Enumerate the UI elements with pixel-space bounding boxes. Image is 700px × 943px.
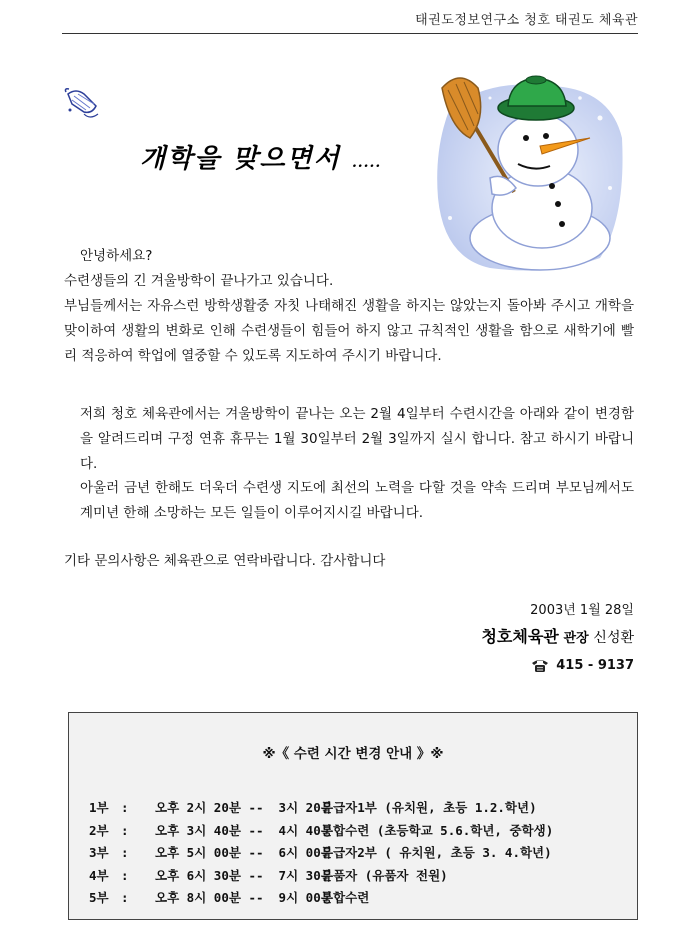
header-divider xyxy=(62,33,638,34)
paragraph-4: 기타 문의사항은 체육관으로 연락바랍니다. 감사합니다 xyxy=(64,553,386,569)
schedule-desc: 통합수련 xyxy=(321,890,370,905)
letter-date: 2003년 1월 28일 xyxy=(530,603,634,618)
schedule-part: 3부 xyxy=(89,845,109,860)
phone-line xyxy=(530,657,634,673)
schedule-row xyxy=(89,820,553,843)
org-role: 관장 xyxy=(563,631,589,646)
intro-line: 수련생들의 긴 겨울방학이 끝나가고 있습니다. xyxy=(64,273,334,289)
header-title: 태권도정보연구소 청호 태권도 체육관 xyxy=(415,13,638,28)
paper-doodle-icon xyxy=(62,84,104,122)
schedule-notice-box xyxy=(68,712,638,920)
letter-paragraph-3 xyxy=(64,476,634,526)
schedule-row xyxy=(89,865,553,888)
schedule-part: 2부 xyxy=(89,822,109,838)
schedule-time: 오후 2시 20분 -- 3시 20분 xyxy=(155,800,333,815)
schedule-colon: : xyxy=(121,890,129,905)
greeting: 안녕하세요? xyxy=(80,248,153,264)
paragraph-1: 부님들께서는 자유스런 방학생활중 자칫 나태해진 생활을 하지는 않았는지 돌아봐 주시고 개학을 맞이하여 생활의 변화로 인해 수련생들이 힘들어 하지 않고 규칙적인 생활을 함으로 새학기에 빨리 적응하여 학업에 열중할 수 있도록 지도하여 주시기 바랍니다. xyxy=(64,298,634,364)
schedule-table xyxy=(89,797,553,910)
schedule-colon: : xyxy=(121,822,129,838)
schedule-desc: 유급자1부 (유치원, 초등 1.2.학년) xyxy=(321,800,537,815)
schedule-desc: 유품자 (유품자 전원) xyxy=(321,867,448,883)
schedule-row xyxy=(89,887,553,910)
letter-paragraph-4 xyxy=(64,549,634,574)
schedule-time: 오후 6시 30분 -- 7시 30분 xyxy=(155,867,333,883)
schedule-desc: 통합수련 (초등학교 5.6.학년, 중학생) xyxy=(321,822,554,838)
schedule-time: 오후 8시 00분 -- 9시 00분 xyxy=(155,890,333,905)
org-name: 청호체육관 xyxy=(481,627,559,646)
schedule-time: 오후 3시 40분 -- 4시 40분 xyxy=(155,822,333,838)
letter-paragraph-2 xyxy=(64,402,634,477)
schedule-part: 1부 xyxy=(89,800,109,815)
schedule-row xyxy=(89,842,553,865)
schedule-part: 4부 xyxy=(89,867,109,883)
schedule-part: 5부 xyxy=(89,890,109,905)
schedule-colon: : xyxy=(121,800,129,815)
title-main: 개학을 맞으면서 xyxy=(140,144,341,174)
schedule-time: 오후 5시 00분 -- 6시 00분 xyxy=(155,845,333,860)
title-dots: ..... xyxy=(351,155,382,171)
schedule-row xyxy=(89,797,553,820)
notice-title: ※《 수련 시간 변경 안내 》※ xyxy=(262,746,444,762)
paragraph-2: 저희 청호 체육관에서는 겨울방학이 끝나는 오는 2월 4일부터 수련시간을 아래와 같이 변경함을 알려드리며 구정 연휴 휴무는 1월 30일부터 2월 3일까지 실시 합니다. 참고 하시기 바랍니다. xyxy=(80,406,634,472)
schedule-desc: 유급자2부 ( 유치원, 초등 3. 4.학년) xyxy=(321,845,552,860)
schedule-colon: : xyxy=(121,845,129,860)
paragraph-3: 아울러 금년 한해도 더욱더 수련생 지도에 최선의 노력을 다할 것을 약속 드리며 부모님께서도 계미년 한해 소망하는 모든 일들이 이루어지시길 바랍니다. xyxy=(80,480,634,521)
signature-block xyxy=(481,624,634,647)
phone-number: 415 - 9137 xyxy=(556,657,634,673)
schedule-colon: : xyxy=(121,867,129,883)
letter-intro xyxy=(64,244,634,369)
page-title xyxy=(140,138,381,175)
phone-icon xyxy=(530,657,550,673)
org-person: 신성환 xyxy=(593,630,634,646)
